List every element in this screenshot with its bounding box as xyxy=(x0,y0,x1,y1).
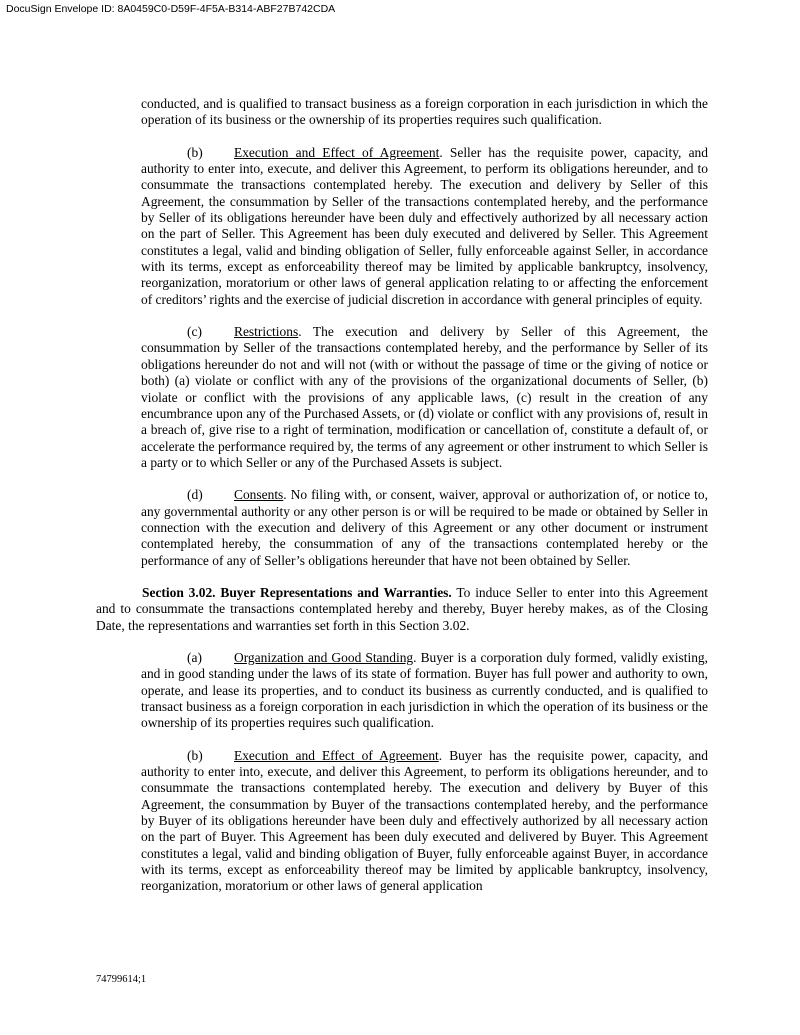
clause-label: (d) xyxy=(187,487,203,503)
docusign-envelope-id: DocuSign Envelope ID: 8A0459C0-D59F-4F5A-B314-ABF27B742CDA xyxy=(6,3,336,15)
section-text: To induce Seller to enter into this Agreement and to consummate the transactions contemplated hereby and thereby, Buyer hereby makes, as of the Closing Date, the representations and warranties set forth in this Section 3.02. xyxy=(96,584,708,633)
clause-heading: Organization and Good Standing xyxy=(234,649,414,665)
clause-text: . The execution and delivery by Seller of this Agreement, the consummation by Seller of the transactions contemplated hereby, and the performance by Seller of its obligations hereunder do not and will not (with or without the passage of time or the giving of notice or both) (a) violate or conflict with any of the provisions of the organizational documents of Seller, (b) violate or conflict with the provisions of any applicable laws, (c) result in the creation of any encumbrance upon any of the Purchased Assets, or (d) violate or conflict with any provisions of, result in a breach of, give rise to a right of termination, modification or cancellation of, constitute a default of, or accelerate the performance required by, the terms of any agreement or other instrument to which Seller is a party or to which Seller or any of the Purchased Assets is subject. xyxy=(141,324,708,470)
clause-seller-b xyxy=(96,145,708,308)
clause-buyer-b xyxy=(96,748,708,895)
clause-heading: Consents xyxy=(234,487,284,503)
paragraph-continuation xyxy=(96,96,708,129)
section-3-02 xyxy=(96,585,708,634)
clause-text: . No filing with, or consent, waiver, approval or authorization of, or notice to, any governmental authority or any other person is or will be required to be made or obtained by Seller in connection with the execution and delivery of this Agreement or any other document or instrument contemplated hereby, the consummation of any of the transactions contemplated hereby or the performance of any of Seller’s obligations hereunder that have not been obtained by Seller. xyxy=(141,487,708,568)
clause-text: . Buyer is a corporation duly formed, validly existing, and in good standing under the laws of its state of formation. Buyer has full power and authority to own, operate, and lease its properties, and to conduct its business as currently conducted, and is qualified to transact business as a foreign corporation in each jurisdiction in which the operation of its business or the ownership of its properties requires such qualification. xyxy=(141,649,708,731)
clause-label: (b) xyxy=(187,144,203,160)
clause-heading: Restrictions xyxy=(234,324,299,340)
document-footer-id: 74799614;1 xyxy=(96,974,147,985)
document-page xyxy=(96,96,708,911)
paragraph-text: conducted, and is qualified to transact business as a foreign corporation in each jurisdiction in which the operation of its business or the ownership of its properties requires such qualification. xyxy=(141,96,708,128)
clause-heading: Execution and Effect of Agreement xyxy=(234,747,439,763)
clause-text: . Seller has the requisite power, capacity, and authority to enter into, execute, and deliver this Agreement, to perform its obligations hereunder, and to consummate the transactions contemplated hereby. The execution and delivery by Seller of this Agreement, the consummation by Seller of the transactions contemplated hereby, and the performance by Seller of its obligations hereunder have been duly and effectively authorized by all necessary action on the part of Seller. This Agreement has been duly executed and delivered by Seller. This Agreement constitutes a legal, valid and binding obligation of Seller, fully enforceable against Seller, in accordance with its terms, except as enforceability thereof may be limited by applicable bankruptcy, insolvency, reorganization, moratorium or other laws of general application relating to or affecting the enforcement of creditors’ rights and the exercise of judicial discretion in accordance with general principles of equity. xyxy=(141,144,708,307)
clause-heading: Execution and Effect of Agreement xyxy=(234,144,440,160)
clause-seller-d xyxy=(96,487,708,569)
clause-label: (b) xyxy=(187,747,203,763)
clause-buyer-a xyxy=(96,650,708,732)
section-heading: Section 3.02. Buyer Representations and Warranties. xyxy=(142,584,452,600)
clause-label: (a) xyxy=(187,649,202,665)
clause-seller-c xyxy=(96,324,708,471)
clause-label: (c) xyxy=(187,324,202,340)
clause-text: . Buyer has the requisite power, capacity, and authority to enter into, execute, and deliver this Agreement, to perform its obligations hereunder, and to consummate the transactions contemplated hereby. The execution and delivery by Buyer of this Agreement, the consummation by Buyer of the transactions contemplated hereby, and the performance by Buyer of its obligations hereunder have been duly and effectively authorized by all necessary action on the part of Buyer. This Agreement has been duly executed and delivered by Buyer. This Agreement constitutes a legal, valid and binding obligation of Buyer, fully enforceable against Buyer, in accordance with its terms, except as enforceability thereof may be limited by applicable bankruptcy, insolvency, reorganization, moratorium or other laws of general application xyxy=(141,747,708,894)
